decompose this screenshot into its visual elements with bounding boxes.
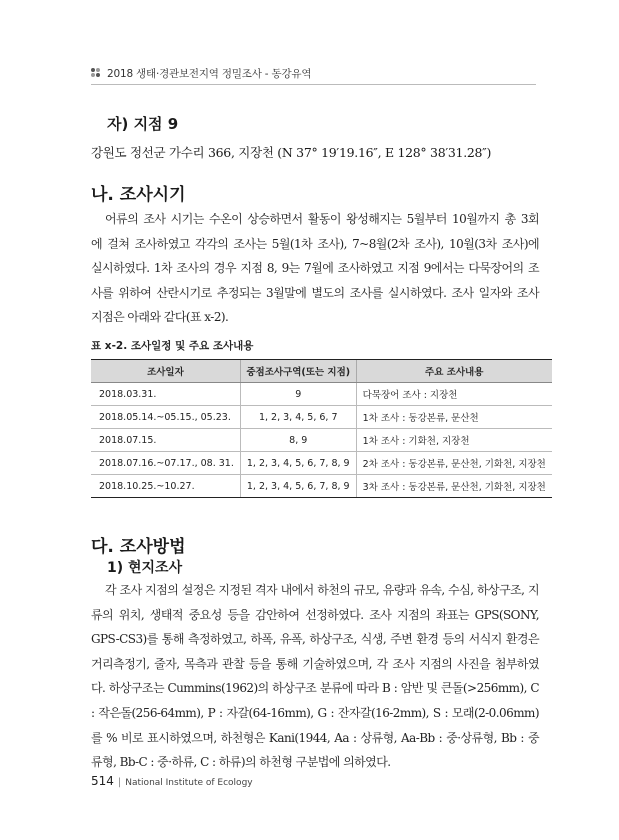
table-cell-content: 다묵장어 조사 : 지장천 bbox=[356, 383, 552, 406]
table-row bbox=[91, 406, 552, 429]
paragraph-line: 실시하였다. 1차 조사의 경우 지점 8, 9는 7월에 조사하였고 지점 9에서는 다묵장어의 조 bbox=[91, 261, 539, 276]
dots-icon bbox=[91, 68, 101, 78]
table-cell-date: 2018.10.25.~10.27. bbox=[91, 475, 240, 498]
table-row bbox=[91, 429, 552, 452]
column-header: 중점조사구역(또는 지점) bbox=[240, 360, 356, 383]
table-cell-date: 2018.07.15. bbox=[91, 429, 240, 452]
paragraph-line: 사를 위하여 산란시기로 추정되는 3월말에 별도의 조사를 실시하였다. 조사 일자와 조사 bbox=[91, 285, 539, 300]
table-caption: 표 x-2. 조사일정 및 주요 조사내용 bbox=[91, 340, 254, 352]
paragraph-line: 지점은 아래와 같다(표 x-2). bbox=[91, 310, 229, 325]
table-cell-date: 2018.05.14.~05.15., 05.23. bbox=[91, 406, 240, 429]
running-header bbox=[91, 66, 536, 80]
section-na-title: 나. 조사시기 bbox=[91, 185, 186, 205]
paragraph-line: 류형, Bb-C : 중·하류, C : 하류)의 하천형 구분법에 의하였다. bbox=[91, 755, 391, 770]
table-cell-site: 1, 2, 3, 4, 5, 6, 7, 8, 9 bbox=[240, 452, 356, 475]
footer-separator: | bbox=[117, 777, 122, 788]
table-row bbox=[91, 452, 552, 475]
field-survey-paragraph bbox=[91, 578, 539, 775]
survey-period-paragraph bbox=[91, 207, 539, 330]
paragraph-line: 각 조사 지점의 설정은 지정된 격자 내에서 하천의 규모, 유량과 유속, 수심, 하상구조, 지 bbox=[105, 583, 539, 597]
table-cell-site: 1, 2, 3, 4, 5, 6, 7 bbox=[240, 406, 356, 429]
paragraph-line: 를 % 비로 표시하였으며, 하천형은 Kani(1944, Aa : 상류형, Aa-Bb : 중·상류형, Bb : 중 bbox=[91, 730, 539, 745]
table-header-row bbox=[91, 360, 552, 383]
column-header: 조사일자 bbox=[91, 360, 240, 383]
page-footer bbox=[91, 774, 253, 788]
page-number: 514 bbox=[91, 774, 114, 788]
column-header: 주요 조사내용 bbox=[356, 360, 552, 383]
table-cell-content: 3차 조사 : 동강본류, 문산천, 기화천, 지장천 bbox=[356, 475, 552, 498]
site-location: 강원도 정선군 가수리 366, 지장천 (N 37° 19′19.16″, E 128° 38′31.28″) bbox=[91, 145, 492, 160]
footer-institute: National Institute of Ecology bbox=[125, 778, 253, 788]
paragraph-line: GPS-CS3)를 통해 측정하였고, 하폭, 유폭, 하상구조, 식생, 주변 환경 등의 서식지 환경은 bbox=[91, 632, 539, 647]
table-row bbox=[91, 383, 552, 406]
paragraph-line: 다. 하상구조는 Cummins(1962)의 하상구조 분류에 따라 B : 암반 및 큰돌(>256mm), C bbox=[91, 681, 539, 696]
paragraph-line: 어류의 조사 시기는 수온이 상승하면서 활동이 왕성해지는 5월부터 10월까지 총 3회 bbox=[105, 212, 539, 226]
paragraph-line: 거리측정기, 줄자, 목측과 관찰 등을 통해 기술하였으며, 각 조사 지점의 사진을 첨부하였 bbox=[91, 656, 539, 671]
table-cell-date: 2018.03.31. bbox=[91, 383, 240, 406]
table-cell-date: 2018.07.16.~07.17., 08. 31. bbox=[91, 452, 240, 475]
table-cell-content: 1차 조사 : 동강본류, 문산천 bbox=[356, 406, 552, 429]
table-cell-content: 2차 조사 : 동강본류, 문산천, 기화천, 지장천 bbox=[356, 452, 552, 475]
table-cell-content: 1차 조사 : 기화천, 지장천 bbox=[356, 429, 552, 452]
section-ja-title: 자) 지점 9 bbox=[107, 115, 179, 133]
table-row bbox=[91, 475, 552, 498]
table-cell-site: 9 bbox=[240, 383, 356, 406]
paragraph-line: 에 걸쳐 조사하였고 각각의 조사는 5월(1차 조사), 7~8월(2차 조사), 10월(3차 조사)에 bbox=[91, 236, 539, 251]
header-divider bbox=[91, 84, 536, 85]
subsection-title: 1) 현지조사 bbox=[107, 560, 183, 576]
paragraph-line: 류의 위치, 생태적 중요성 등을 감안하여 선정하였다. 조사 지점의 좌표는 GPS(SONY, bbox=[91, 607, 539, 622]
section-da-title: 다. 조사방법 bbox=[91, 537, 186, 557]
table-cell-site: 8, 9 bbox=[240, 429, 356, 452]
table-cell-site: 1, 2, 3, 4, 5, 6, 7, 8, 9 bbox=[240, 475, 356, 498]
header-title: 2018 생태·경관보전지역 정밀조사 - 동강유역 bbox=[107, 67, 312, 80]
paragraph-line: : 작은돌(256-64mm), P : 자갈(64-16mm), G : 잔자갈(16-2mm), S : 모래(2-0.06mm) bbox=[91, 705, 539, 720]
survey-schedule-table bbox=[91, 359, 552, 498]
